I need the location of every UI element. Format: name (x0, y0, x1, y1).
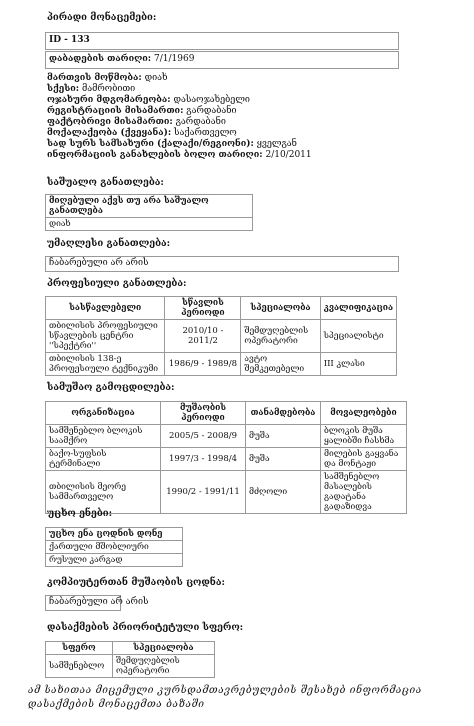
updated-row: ინფორმაციის განახლების ბოლო თარიღი: 2/10/2011 (47, 150, 312, 160)
computer-value: ჩაბარებული არ არის (49, 597, 149, 607)
table-row: ბაქო-სუფსის ტერმინალი 1997/3 - 1998/4 მუშა მილების გაყვანა და მონტაჟი (46, 448, 407, 471)
table-row: სამშენებლო შემდუღებლის ოპერატორი (46, 655, 215, 678)
work-col-org: ორგანიზაცია (46, 402, 161, 425)
lang-col-header: უცხო ენა ცოდნის დონე (46, 528, 183, 541)
record-id: ID - 133 (49, 35, 90, 45)
higher-value: ჩაბარებული არ არის (49, 258, 149, 268)
prof-col-school: სასწავლებელი (46, 297, 165, 320)
secondary-heading: საშუალო განათლება: (47, 177, 164, 188)
fact-address-row: ფაქტობრივი მისამართი: გარდაბანი (47, 117, 226, 127)
reg-address-row: რეგისტრაციის მისამართი: გარდაბანი (47, 106, 237, 116)
birth-date: 7/1/1969 (154, 54, 195, 64)
id-box (45, 32, 399, 50)
desired-location-row: სად სურს სამსახური (ქალაქი/რეგიონი): ყველგან (47, 139, 297, 149)
table-row: რუსული კარგად (46, 554, 183, 567)
secondary-question: მიღებული აქვს თუ არა საშუალო განათლება (46, 195, 253, 218)
table-row: ქართული მშობლიური (46, 541, 183, 554)
secondary-table (45, 194, 253, 231)
table-row: სამშენებლო ბლოკის საამქრო 2005/5 - 2008/9 მუშა ბლოკის მუშა ყალიბში ჩასხმა (46, 425, 407, 448)
work-table (45, 401, 407, 514)
prof-col-qualification: კვალიფიკაცია (320, 297, 396, 320)
prof-col-period: სწავლის პერიოდი (165, 297, 241, 320)
professional-heading: პროფესიული განათლება: (47, 278, 187, 289)
work-col-period: მუშაობის პერიოდი (161, 402, 246, 425)
prof-col-specialty: სპეციალობა (241, 297, 320, 320)
table-row: თბილისის მეორე სამმართველო 1990/2 - 1991/11 მძღოლი სამშენებლო მასალების გადატანა გადაზიდვა (46, 471, 407, 514)
footer-caption: ამ სახითაა მიცემული კურსდამთავრებულების შესახებ ინფორმაცია დასაქმების მონაცემთა ბაზაში (28, 685, 422, 710)
languages-table (45, 527, 183, 567)
citizenship-row: მოქალაქეობა (ქვეყანა): საქართველო (47, 128, 237, 138)
desired-col-specialty: სპეციალობა (113, 642, 215, 655)
desired-table (45, 641, 215, 678)
desired-heading: დასაქმების პრიორიტეტული სფერო: (47, 622, 244, 633)
computer-heading: კომპიუტერთან მუშაობის ცოდნა: (47, 577, 225, 588)
work-col-duties: მოვალეობები (321, 402, 407, 425)
table-row: თბილისის პროფესიული სწავლების ცენტრი ''სპექტრი'' 2010/10 - 2011/2 შემდუღებლის ოპერატორი სპეციალისტი (46, 320, 397, 353)
desired-col-field: სფერო (46, 642, 113, 655)
professional-table (45, 296, 397, 376)
higher-box (45, 256, 399, 272)
gender-row: სქესი: მამრობითი (47, 84, 136, 94)
table-row: თბილისის 138-ე პროფესიული ტექნიკუმი 1986/9 - 1989/8 ავტო შემკეთებელი III კლასი (46, 353, 397, 376)
computer-box (45, 595, 149, 611)
license-row: მართვის მოწმობა: დიახ (47, 73, 168, 83)
work-heading: სამუშაო გამოცდილება: (47, 382, 175, 393)
family-row: ოჯახური მდგომარეობა: დასაოჯახებელი (47, 95, 250, 105)
languages-heading: უცხო ენები: (47, 508, 113, 519)
personal-heading: პირადი მონაცემები: (47, 12, 157, 23)
higher-heading: უმაღლესი განათლება: (47, 238, 171, 249)
birth-date-row: დაბადების თარიღი: 7/1/1969 (49, 54, 195, 64)
secondary-answer: დიახ (46, 218, 253, 231)
work-col-position: თანამდებობა (246, 402, 321, 425)
birth-box (45, 51, 399, 69)
